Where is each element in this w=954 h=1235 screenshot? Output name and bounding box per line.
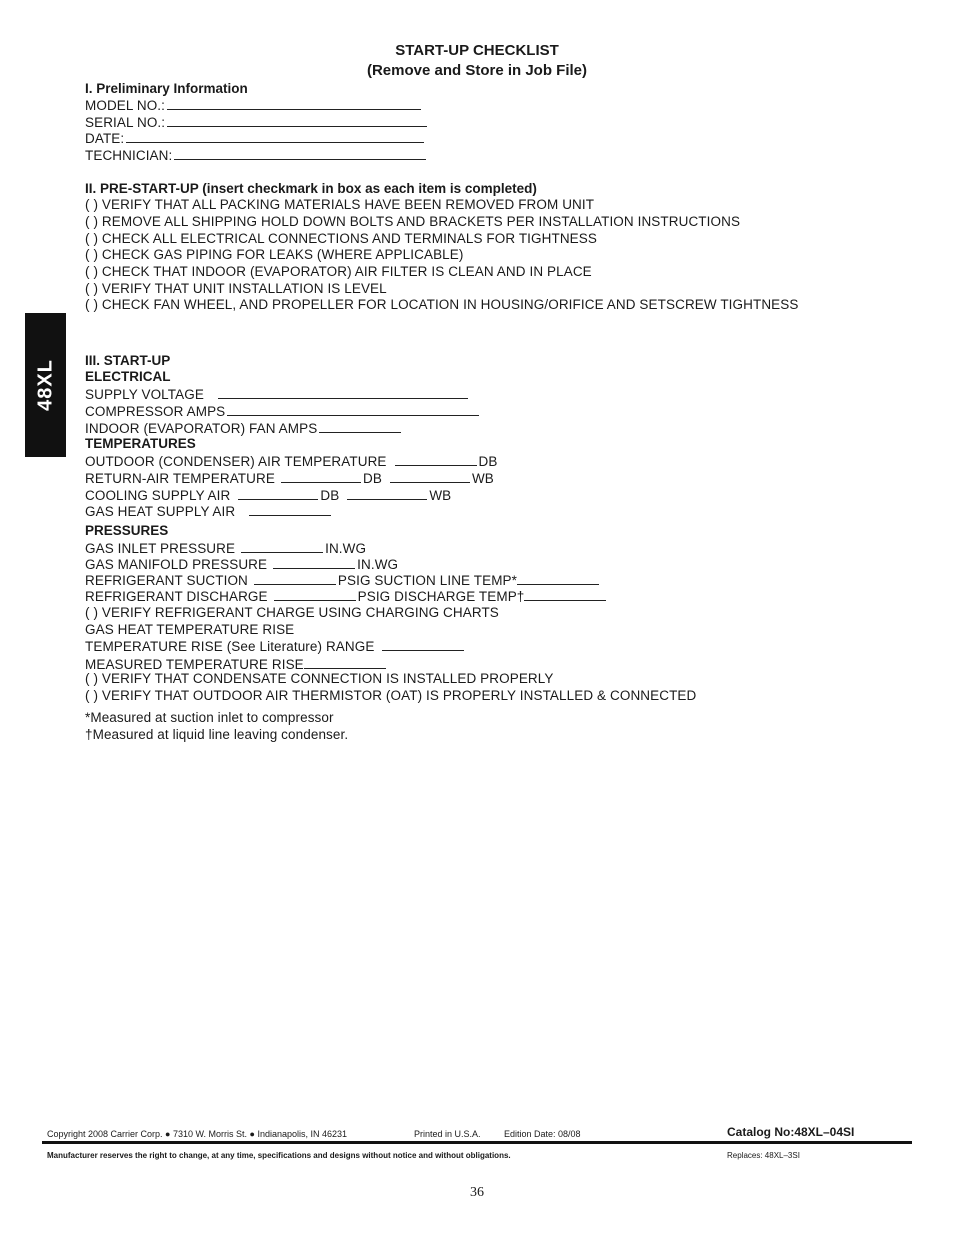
compressor-amps-line bbox=[227, 403, 479, 416]
verify-condensate-item[interactable]: ( ) VERIFY THAT CONDENSATE CONNECTION IS INSTALLED PROPERLY bbox=[85, 671, 554, 686]
indoor-fan-amps-label: INDOOR (EVAPORATOR) FAN AMPS bbox=[85, 421, 318, 436]
serial-no-label: SERIAL NO.: bbox=[85, 115, 166, 130]
side-tab bbox=[25, 313, 66, 457]
technician-label: TECHNICIAN: bbox=[85, 148, 173, 163]
return-air-wb-line bbox=[390, 470, 470, 483]
outdoor-air-temp-field[interactable] bbox=[85, 453, 498, 469]
side-tab-label: 48XL bbox=[34, 359, 56, 411]
prestartup-item[interactable]: ( ) CHECK GAS PIPING FOR LEAKS (WHERE APPLICABLE) bbox=[85, 247, 464, 262]
indoor-fan-amps-line bbox=[319, 420, 401, 433]
supply-voltage-field[interactable] bbox=[85, 386, 470, 402]
wb-unit: WB bbox=[471, 471, 494, 486]
discharge-temp-line bbox=[524, 588, 606, 601]
verify-oat-item[interactable]: ( ) VERIFY THAT OUTDOOR AIR THERMISTOR (OAT) IS PROPERLY INSTALLED & CONNECTED bbox=[85, 688, 697, 703]
temp-rise-range-field[interactable] bbox=[85, 638, 466, 654]
footer-replaces: Replaces: 48XL–3SI bbox=[727, 1151, 800, 1160]
section-preliminary-heading: I. Preliminary Information bbox=[85, 81, 248, 96]
gas-heat-supply-air-line bbox=[249, 503, 331, 516]
serial-no-field[interactable] bbox=[85, 114, 429, 130]
wb-unit: WB bbox=[429, 488, 452, 503]
verify-charge-item[interactable]: ( ) VERIFY REFRIGERANT CHARGE USING CHARGING CHARTS bbox=[85, 605, 499, 620]
outdoor-air-temp-label: OUTDOOR (CONDENSER) AIR TEMPERATURE bbox=[85, 454, 387, 469]
supply-voltage-label: SUPPLY VOLTAGE bbox=[85, 387, 204, 402]
date-line bbox=[126, 130, 424, 143]
technician-field[interactable] bbox=[85, 147, 428, 163]
footer-rule bbox=[42, 1141, 912, 1144]
measured-temp-rise-label: MEASURED TEMPERATURE RISE bbox=[85, 657, 304, 672]
return-air-db-line bbox=[281, 470, 361, 483]
compressor-amps-label: COMPRESSOR AMPS bbox=[85, 404, 226, 419]
in-wg-unit: IN.WG bbox=[357, 557, 399, 572]
refrigerant-discharge-field[interactable] bbox=[85, 588, 608, 604]
suction-line-temp-line bbox=[517, 572, 599, 585]
temperatures-heading: TEMPERATURES bbox=[85, 436, 196, 451]
footer-disclaimer: Manufacturer reserves the right to change, at any time, specifications and designs without notice and without obligations. bbox=[47, 1151, 511, 1160]
refrigerant-suction-field[interactable] bbox=[85, 572, 601, 588]
psig-suction-line-temp-label: PSIG SUCTION LINE TEMP* bbox=[337, 573, 518, 588]
measured-temp-rise-field[interactable] bbox=[85, 656, 388, 672]
page-number: 36 bbox=[470, 1185, 484, 1200]
gas-manifold-pressure-line bbox=[273, 556, 355, 569]
note-liquid: †Measured at liquid line leaving condenser. bbox=[85, 727, 349, 742]
gas-manifold-pressure-label: GAS MANIFOLD PRESSURE bbox=[85, 557, 268, 572]
compressor-amps-field[interactable] bbox=[85, 403, 481, 419]
section-startup-heading: III. START-UP bbox=[85, 353, 171, 368]
date-label: DATE: bbox=[85, 131, 125, 146]
outdoor-air-temp-line bbox=[395, 453, 477, 466]
temp-rise-range-line bbox=[382, 638, 464, 651]
serial-no-line bbox=[167, 114, 427, 127]
section-prestartup-heading: II. PRE-START-UP (insert checkmark in box as each item is completed) bbox=[85, 181, 537, 196]
technician-line bbox=[174, 147, 426, 160]
db-unit: DB bbox=[320, 488, 340, 503]
model-no-line bbox=[167, 97, 421, 110]
gas-heat-supply-air-label: GAS HEAT SUPPLY AIR bbox=[85, 504, 236, 519]
prestartup-item[interactable]: ( ) VERIFY THAT UNIT INSTALLATION IS LEVEL bbox=[85, 281, 387, 296]
cooling-supply-air-field[interactable] bbox=[85, 487, 451, 503]
gas-inlet-pressure-line bbox=[241, 540, 323, 553]
cooling-supply-db-line bbox=[238, 487, 318, 500]
page-subtitle: (Remove and Store in Job File) bbox=[366, 62, 588, 79]
indoor-fan-amps-field[interactable] bbox=[85, 420, 403, 436]
model-no-field[interactable] bbox=[85, 97, 423, 113]
gas-heat-supply-air-field[interactable] bbox=[85, 503, 333, 519]
footer-copyright: Copyright 2008 Carrier Corp. ● 7310 W. Morris St. ● Indianapolis, IN 46231 bbox=[47, 1129, 348, 1139]
db-unit: DB bbox=[362, 471, 382, 486]
page-title: START-UP CHECKLIST bbox=[395, 42, 559, 59]
in-wg-unit: IN.WG bbox=[325, 541, 367, 556]
date-field[interactable] bbox=[85, 130, 426, 146]
supply-voltage-line bbox=[218, 386, 468, 399]
gas-inlet-pressure-field[interactable] bbox=[85, 540, 366, 556]
prestartup-item[interactable]: ( ) CHECK THAT INDOOR (EVAPORATOR) AIR FILTER IS CLEAN AND IN PLACE bbox=[85, 264, 592, 279]
psig-discharge-temp-label: PSIG DISCHARGE TEMP† bbox=[357, 589, 525, 604]
footer-edition: Edition Date: 08/08 bbox=[504, 1129, 581, 1139]
return-air-temp-field[interactable] bbox=[85, 470, 494, 486]
footer-catalog: Catalog No:48XL–04SI bbox=[727, 1125, 855, 1139]
refrigerant-suction-line bbox=[254, 572, 336, 585]
refrigerant-discharge-label: REFRIGERANT DISCHARGE bbox=[85, 589, 268, 604]
model-no-label: MODEL NO.: bbox=[85, 98, 166, 113]
footer-printed: Printed in U.S.A. bbox=[414, 1129, 481, 1139]
gas-manifold-pressure-field[interactable] bbox=[85, 556, 398, 572]
pressures-heading: PRESSURES bbox=[85, 523, 169, 538]
prestartup-item[interactable]: ( ) CHECK ALL ELECTRICAL CONNECTIONS AND TERMINALS FOR TIGHTNESS bbox=[85, 231, 597, 246]
db-unit: DB bbox=[478, 454, 498, 469]
temp-rise-range-label: TEMPERATURE RISE (See Literature) RANGE bbox=[85, 639, 375, 654]
prestartup-item[interactable]: ( ) CHECK FAN WHEEL, AND PROPELLER FOR LOCATION IN HOUSING/ORIFICE AND SETSCREW TIGHTNESS bbox=[85, 297, 799, 312]
prestartup-item[interactable]: ( ) REMOVE ALL SHIPPING HOLD DOWN BOLTS AND BRACKETS PER INSTALLATION INSTRUCTIONS bbox=[85, 214, 741, 229]
electrical-heading: ELECTRICAL bbox=[85, 369, 171, 384]
return-air-temp-label: RETURN-AIR TEMPERATURE bbox=[85, 471, 275, 486]
prestartup-item[interactable]: ( ) VERIFY THAT ALL PACKING MATERIALS HAVE BEEN REMOVED FROM UNIT bbox=[85, 197, 595, 212]
refrigerant-discharge-line bbox=[274, 588, 356, 601]
cooling-supply-air-label: COOLING SUPPLY AIR bbox=[85, 488, 231, 503]
cooling-supply-wb-line bbox=[347, 487, 427, 500]
gas-heat-temp-rise-label: GAS HEAT TEMPERATURE RISE bbox=[85, 622, 295, 637]
refrigerant-suction-label: REFRIGERANT SUCTION bbox=[85, 573, 248, 588]
measured-temp-rise-line bbox=[304, 656, 386, 669]
gas-inlet-pressure-label: GAS INLET PRESSURE bbox=[85, 541, 236, 556]
note-suction: *Measured at suction inlet to compressor bbox=[85, 710, 334, 725]
